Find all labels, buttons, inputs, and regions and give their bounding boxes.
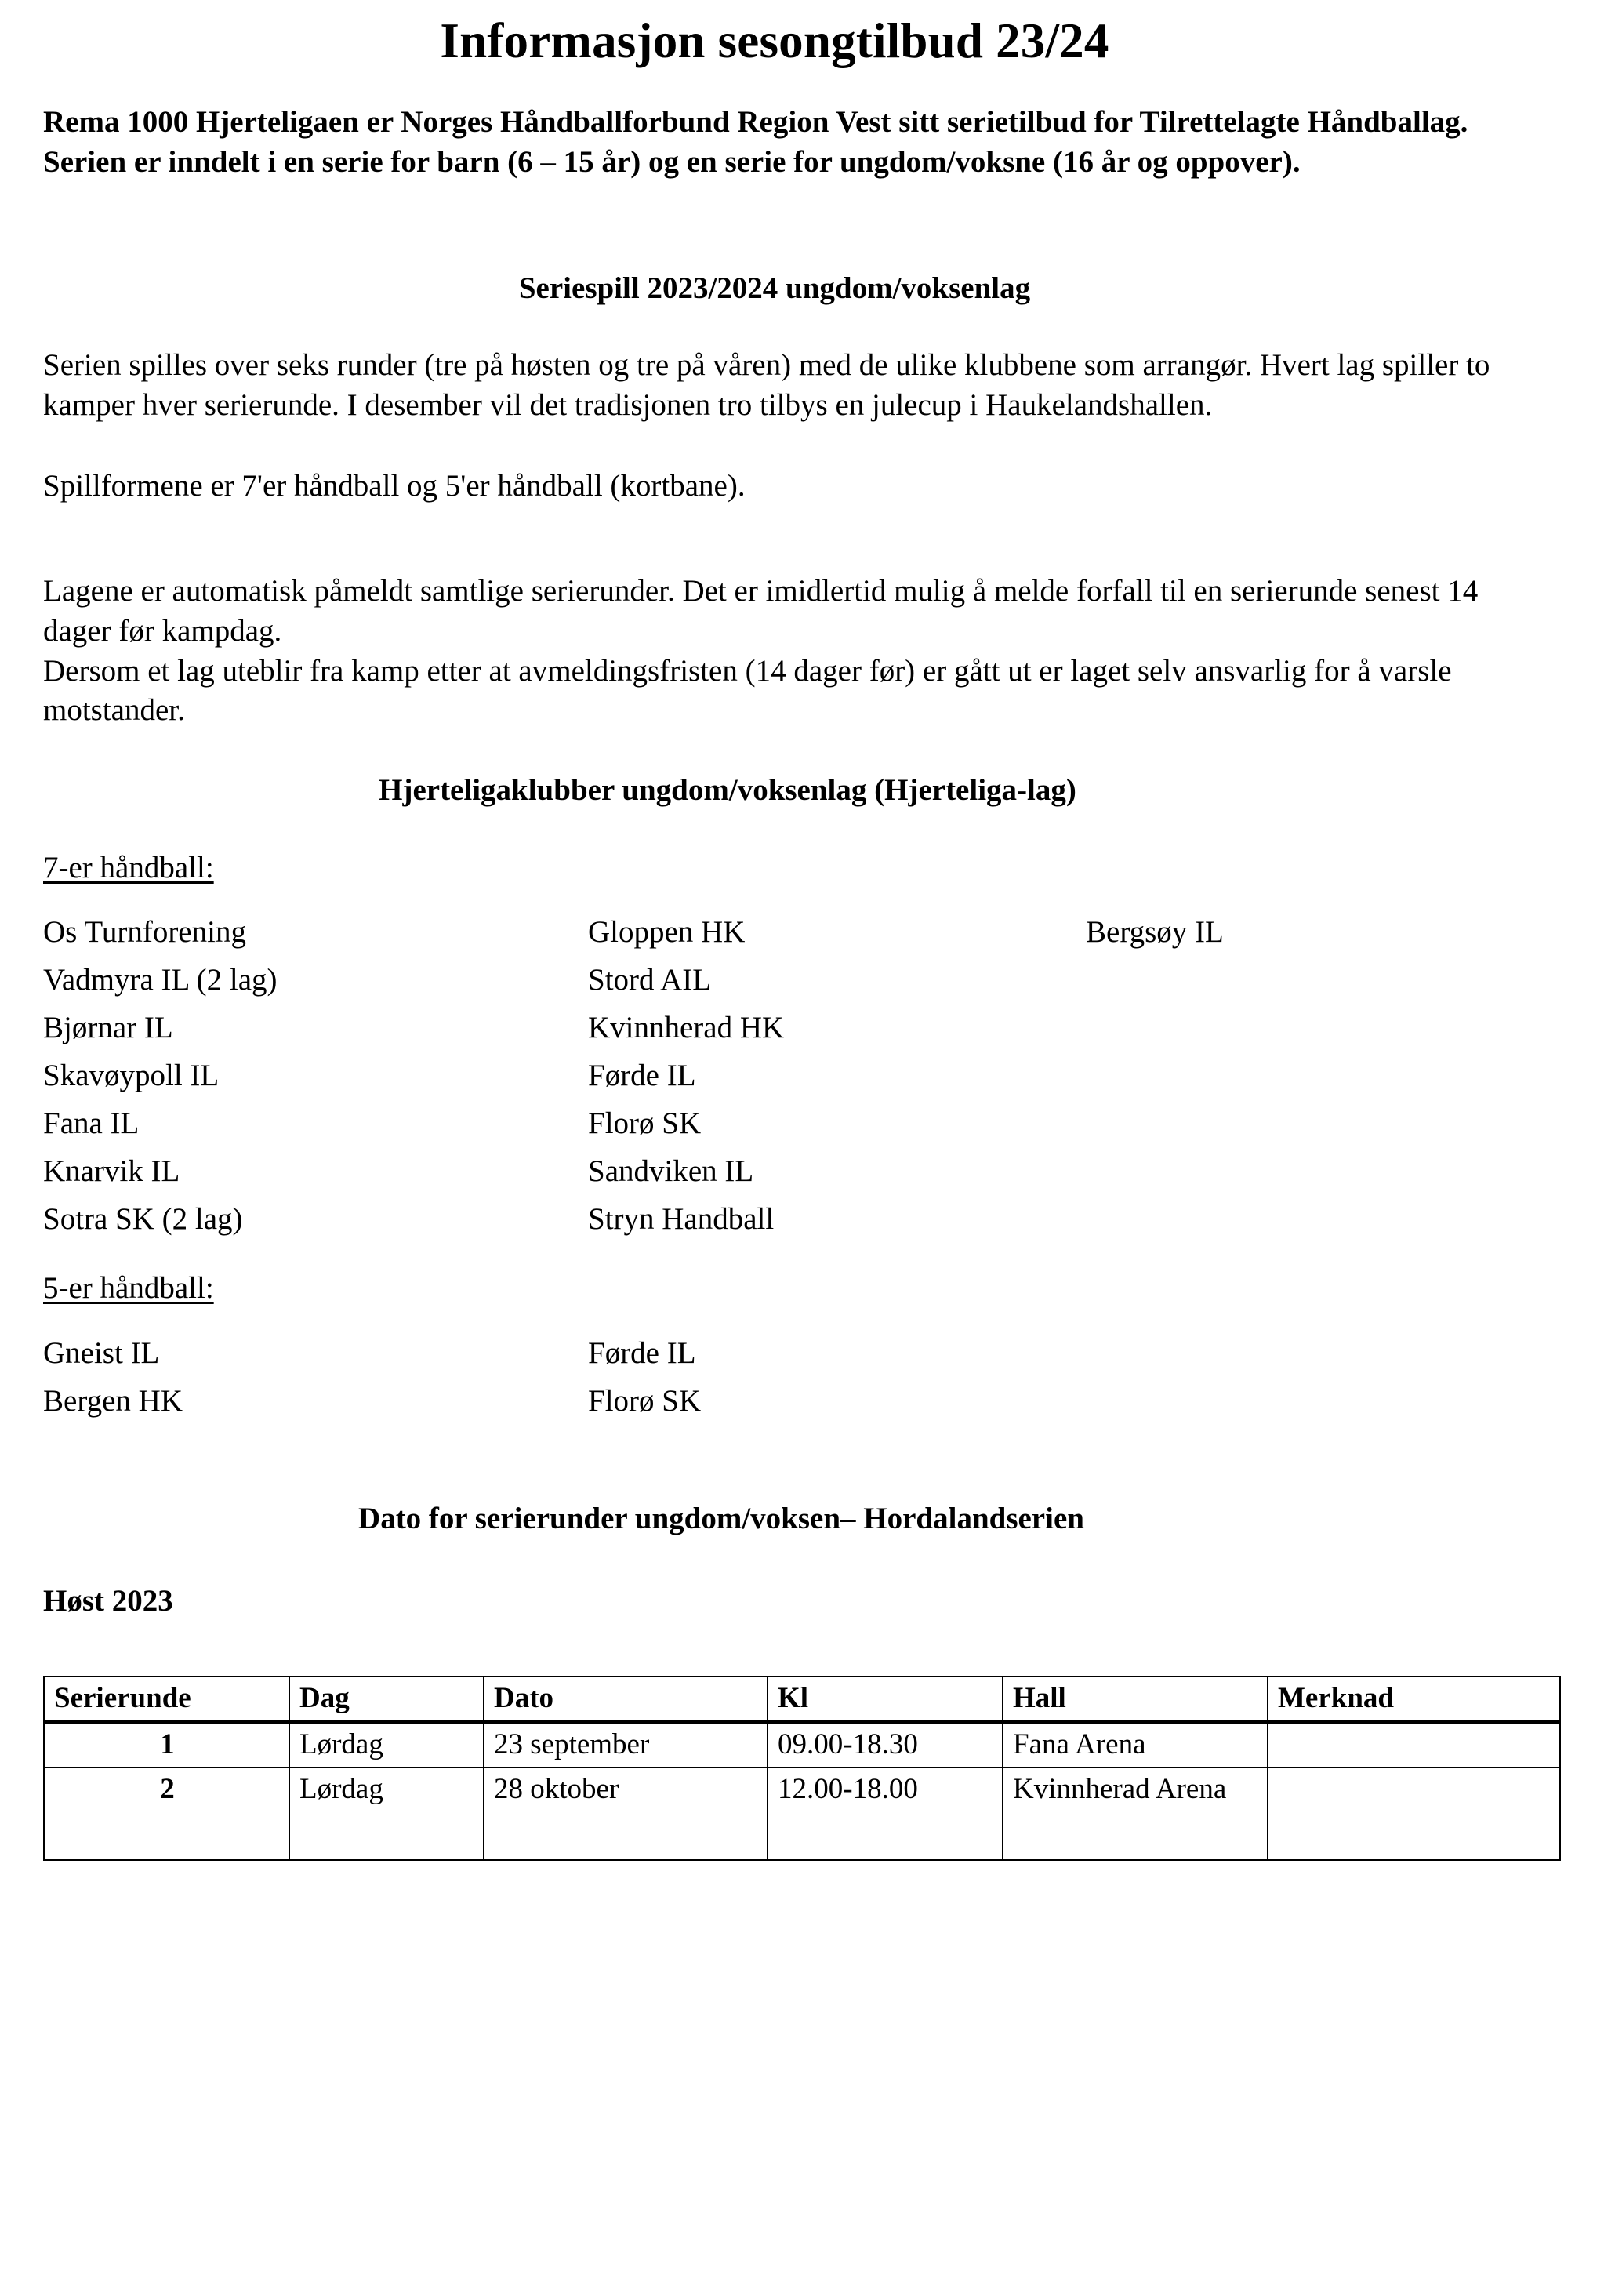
intro-paragraph: Rema 1000 Hjerteligaen er Norges Håndballforbund Region Vest sitt serietilbud for Tilrettelagte Håndballag. Serien er inndelt i en serie for barn (6 – 15 år) og en serie for ungdom/voksne (16 år og oppover).: [43, 105, 1468, 179]
cell-kl: 12.00-18.00: [768, 1767, 1003, 1860]
cell-dag: Lørdag: [289, 1722, 484, 1767]
club-name: Gneist IL: [43, 1336, 160, 1371]
schedule-table-wrap: [43, 1676, 1506, 1862]
cell-serierunde: 2: [44, 1767, 289, 1860]
list-item: [43, 1099, 1506, 1147]
club-name: Førde IL: [588, 1336, 696, 1371]
section-heading-hjerteligaklubber: Hjerteligaklubber ungdom/voksenlag (Hjerteliga-lag): [379, 772, 1076, 807]
list-item: [43, 956, 1506, 1004]
club-list-5er: [43, 1329, 1506, 1425]
club-name: Os Turnforening: [43, 915, 246, 950]
cell-kl: 09.00-18.30: [768, 1722, 1003, 1767]
list-item: [43, 1052, 1506, 1099]
club-name: Vadmyra IL (2 lag): [43, 963, 278, 997]
club-name: Bergen HK: [43, 1384, 183, 1419]
club-name: Knarvik IL: [43, 1154, 180, 1189]
cell-serierunde: 1: [44, 1722, 289, 1767]
club-name: Bjørnar IL: [43, 1011, 173, 1045]
label-5er-handball: 5-er håndball:: [43, 1271, 214, 1306]
column-header-serierunde: Serierunde: [44, 1677, 289, 1722]
column-header-kl: Kl: [768, 1677, 1003, 1722]
cell-hall: Fana Arena: [1003, 1722, 1268, 1767]
schedule-table: [43, 1676, 1561, 1862]
club-name: Florø SK: [588, 1106, 702, 1141]
page-title: Informasjon sesongtilbud 23/24: [440, 13, 1109, 68]
season-label-host: Høst 2023: [43, 1583, 173, 1618]
club-name: Stord AIL: [588, 963, 712, 997]
club-name: Sandviken IL: [588, 1154, 754, 1189]
cell-merknad: [1268, 1722, 1560, 1767]
section-heading-seriespill: Seriespill 2023/2024 ungdom/voksenlag: [518, 271, 1031, 306]
club-name: Sotra SK (2 lag): [43, 1202, 243, 1237]
cell-dato: 28 oktober: [484, 1767, 768, 1860]
club-list-7er: [43, 908, 1506, 1243]
list-item: [43, 1147, 1506, 1195]
club-name: Bergsøy IL: [1086, 915, 1224, 950]
list-item: [43, 1329, 1506, 1377]
section-heading-dato-serierunder: Dato for serierunder ungdom/voksen– Hordalandserien: [358, 1502, 1084, 1536]
column-header-dag: Dag: [289, 1677, 484, 1722]
label-5er-wrap: [43, 1270, 1506, 1308]
column-header-merknad: Merknad: [1268, 1677, 1560, 1722]
cell-dag: Lørdag: [289, 1767, 484, 1860]
list-item: [43, 908, 1506, 956]
cell-merknad: [1268, 1767, 1560, 1860]
club-name: Skavøypoll IL: [43, 1059, 220, 1093]
label-7er-wrap: [43, 849, 1506, 888]
paragraph-dersom-uteblir: Dersom et lag uteblir fra kamp etter at avmeldingsfristen (14 dager før) er gått ut er laget selv ansvarlig for å varsle motstander.: [43, 653, 1452, 728]
list-item: [43, 1195, 1506, 1243]
column-header-dato: Dato: [484, 1677, 768, 1722]
club-name: Stryn Handball: [588, 1202, 775, 1237]
list-item: [43, 1377, 1506, 1425]
table-row: [44, 1767, 1560, 1860]
club-name: Fana IL: [43, 1106, 140, 1141]
club-name: Florø SK: [588, 1384, 702, 1419]
cell-hall: Kvinnherad Arena: [1003, 1767, 1268, 1860]
paragraph-lagene-paameldt: Lagene er automatisk påmeldt samtlige serierunder. Det er imidlertid mulig å melde forfall til en serierunde senest 14 dager før kampdag.: [43, 574, 1479, 648]
label-7er-handball: 7-er håndball:: [43, 850, 214, 885]
club-name: Førde IL: [588, 1059, 696, 1093]
table-header-row: [44, 1677, 1560, 1722]
club-name: Kvinnherad HK: [588, 1011, 785, 1045]
paragraph-serien-spilles: Serien spilles over seks runder (tre på høsten og tre på våren) med de ulike klubbene som arrangør. Hvert lag spiller to kamper hver serierunde. I desember vil det tradisjonen tro tilbys en julecup i Haukelandshallen.: [43, 348, 1490, 422]
document-content: [43, 0, 1506, 1861]
column-header-hall: Hall: [1003, 1677, 1268, 1722]
paragraph-spillformene: Spillformene er 7'er håndball og 5'er håndball (kortbane).: [43, 468, 746, 503]
table-row: [44, 1722, 1560, 1767]
club-name: Gloppen HK: [588, 915, 746, 950]
list-item: [43, 1004, 1506, 1052]
cell-dato: 23 september: [484, 1722, 768, 1767]
